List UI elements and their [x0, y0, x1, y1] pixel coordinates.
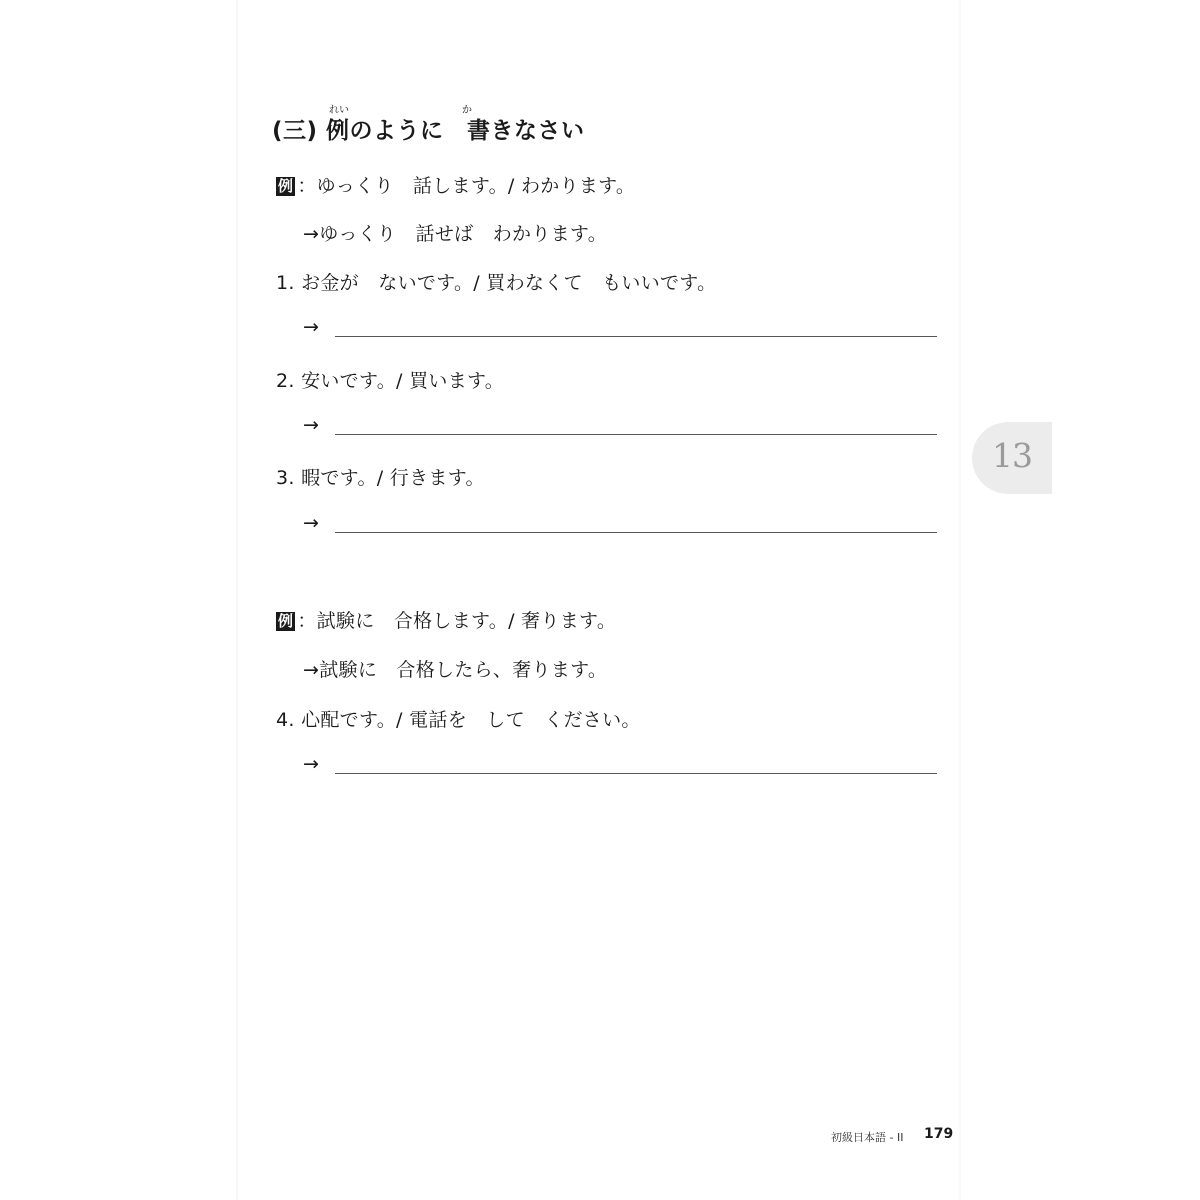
example-2-prompt — [276, 606, 616, 633]
footer-book-title: 初級日本語 - II — [831, 1131, 904, 1144]
example-2-prompt-text: ：試験に 合格します。/ 奢ります。 — [297, 610, 617, 632]
page-gutter-left — [236, 0, 240, 1200]
exercise-2-prompt: 2. 安いです。/ 買います。 — [276, 370, 505, 392]
exercise-4-prompt: 4. 心配です。/ 電話を して ください。 — [276, 709, 641, 731]
exercise-4-answer-row[interactable] — [303, 753, 937, 777]
ruby-rei: れい — [329, 105, 349, 116]
example-1-prompt — [276, 171, 635, 198]
answer-blank-2[interactable] — [335, 434, 937, 435]
example-1-prompt-text: ：ゆっくり 話します。/ わかります。 — [297, 175, 636, 197]
page-gutter-right — [958, 0, 961, 1200]
arrow-icon: → — [303, 512, 319, 534]
exercise-3-answer-row[interactable] — [303, 512, 937, 536]
arrow-icon: → — [303, 414, 319, 436]
exercise-1-prompt: 1. お金が ないです。/ 買わなくて もいいです。 — [276, 272, 717, 294]
section-title: (三) 例のように 書きなさい — [272, 118, 585, 144]
answer-blank-4[interactable] — [335, 773, 937, 774]
answer-blank-3[interactable] — [335, 532, 937, 533]
example-1-answer: →ゆっくり 話せば わかります。 — [303, 223, 608, 245]
example-badge: 例 — [278, 612, 294, 630]
chapter-number: 13 — [992, 436, 1032, 475]
arrow-icon: → — [303, 753, 319, 775]
footer-page-number: 179 — [924, 1126, 954, 1142]
example-badge: 例 — [278, 177, 294, 195]
answer-blank-1[interactable] — [335, 336, 937, 337]
arrow-icon: → — [303, 316, 319, 338]
exercise-2-answer-row[interactable] — [303, 414, 937, 438]
exercise-3-prompt: 3. 暇です。/ 行きます。 — [276, 467, 485, 489]
ruby-ka: か — [462, 105, 472, 116]
example-2-answer: →試験に 合格したら、奢ります。 — [303, 659, 608, 681]
exercise-1-answer-row[interactable] — [303, 316, 937, 340]
